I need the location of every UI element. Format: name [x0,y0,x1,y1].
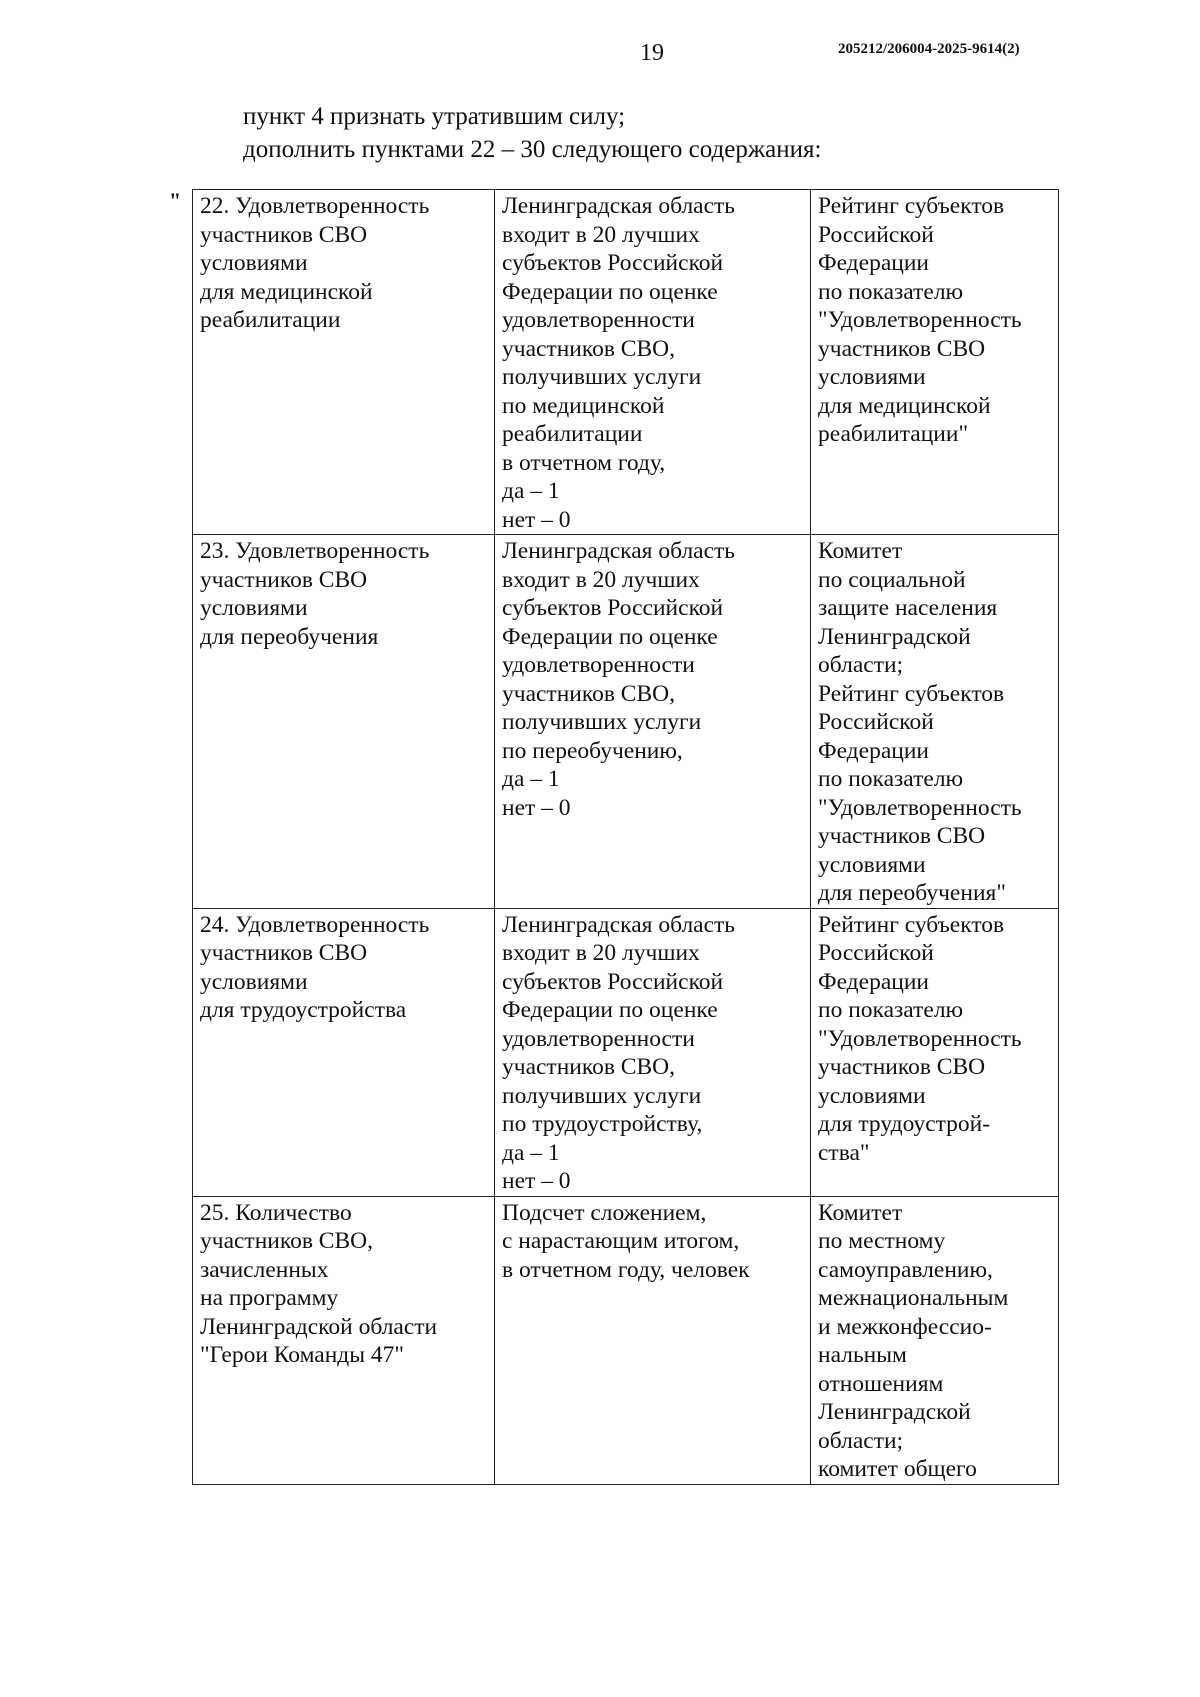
cell-line: Федерации по оценке [502,278,718,305]
cell-line: Российской [818,709,934,735]
cell-line: 23. Удовлетворенность [200,538,430,564]
cell-line: на программу [200,1285,339,1311]
cell-line: нет – 0 [502,506,571,533]
intro-line: дополнить пунктами 22 – 30 следующего содержания: [243,136,822,163]
cell-line: Ленинградской [818,623,971,650]
cell-line: по социальной [818,566,966,593]
cell-line: реабилитации [200,307,341,333]
cell-line: нет – 0 [502,1168,571,1194]
cell-line: входит в 20 лучших [502,221,700,248]
cell-line: удовлетворенности [502,1025,695,1052]
cell-line: по медицинской [502,392,665,419]
cell-line: условиями [200,250,308,276]
cell-line: Федерации по оценке [502,997,718,1023]
cell-line: Комитет [818,538,903,564]
cell-line: участников СВО [200,566,368,593]
cell-line: Федерации [818,737,929,764]
cell-line: "Удовлетворенность [818,794,1022,821]
cell-line: реабилитации" [818,421,969,447]
cell-line: в отчетном году, [502,449,666,476]
cell-line: участников СВО, [200,1228,373,1254]
table-cell-source [811,190,1059,535]
cell-line: 22. Удовлетворенность [200,193,430,219]
cell-line: участников СВО, [502,1054,675,1080]
cell-line: "Герои Команды 47" [200,1342,405,1368]
cell-line: для переобучения [200,623,379,650]
cell-line: "Удовлетворенность [818,1025,1022,1052]
cell-line: отношениям [818,1370,944,1397]
cell-line: для медицинской [818,392,991,419]
table-row [193,1196,1059,1484]
table-row [193,190,1059,535]
cell-line: нальным [818,1342,907,1368]
table-row [193,535,1059,909]
cell-line: получивших услуги [502,1082,702,1109]
cell-line: участников СВО, [502,680,675,707]
table-cell-indicator [193,190,495,535]
cell-line: Российской [818,940,934,966]
cell-line: Комитет [818,1199,903,1226]
cell-line: условиями [200,595,308,621]
cell-line: 24. Удовлетворенность [200,911,430,938]
cell-line: Рейтинг субъектов [818,680,1005,707]
cell-line: Ленинградской [818,1399,971,1425]
cell-line: области; [818,652,904,678]
cell-line: Ленинградской области [200,1313,438,1340]
cell-line: по переобучению, [502,737,683,764]
cell-line: да – 1 [502,766,560,792]
cell-line: да – 1 [502,1139,560,1166]
cell-line: межнациональным [818,1285,1009,1311]
cell-line: удовлетворенности [502,307,695,333]
cell-line: по показателю [818,278,964,305]
cell-line: защите населения [818,595,998,621]
cell-line: по показателю [818,997,964,1023]
cell-line: входит в 20 лучших [502,566,700,593]
table-cell-indicator [193,535,495,909]
cell-line: Федерации по оценке [502,623,718,650]
cell-line: да – 1 [502,478,560,504]
cell-line: получивших услуги [502,709,702,735]
table-cell-indicator [193,1196,495,1484]
cell-line: ства" [818,1139,870,1166]
cell-line: входит в 20 лучших [502,940,700,966]
cell-line: участников СВО [200,221,368,248]
cell-line: Рейтинг субъектов [818,911,1005,938]
cell-line: субъектов Российской [502,250,724,276]
intro-line: пункт 4 признать утратившим силу; [243,103,626,130]
cell-line: в отчетном году, человек [502,1256,750,1283]
cell-line: Ленинградская область [502,911,736,938]
cell-line: удовлетворенности [502,652,695,678]
cell-line: по показателю [818,766,964,792]
opening-quote-mark: " [169,188,182,213]
cell-line: Федерации [818,250,929,276]
cell-line: Федерации [818,968,929,995]
cell-line: Рейтинг субъектов [818,193,1005,219]
table-cell-source [811,535,1059,909]
cell-line: получивших услуги [502,364,702,390]
cell-line: условиями [818,1082,926,1109]
cell-line: по трудоустройству, [502,1111,703,1137]
table-cell-indicator [193,908,495,1196]
cell-line: субъектов Российской [502,595,724,621]
cell-line: участников СВО [200,940,368,966]
table-cell-method [495,190,811,535]
cell-line: для трудоустройства [200,997,407,1023]
cell-line: для трудоустрой- [818,1111,991,1137]
table-cell-method [495,535,811,909]
intro-text [243,100,821,166]
cell-line: с нарастающим итогом, [502,1228,740,1254]
table-row [193,908,1059,1196]
cell-line: 25. Количество [200,1199,352,1226]
cell-line: участников СВО, [502,335,675,362]
cell-line: для переобучения" [818,880,1006,906]
cell-line: нет – 0 [502,794,571,821]
cell-line: участников СВО [818,823,986,849]
cell-line: условиями [818,851,926,878]
cell-line: "Удовлетворенность [818,307,1022,333]
cell-line: зачисленных [200,1256,329,1283]
page-number: 19 [640,40,664,66]
cell-line: и межконфессио- [818,1313,992,1340]
cell-line: по местному [818,1228,946,1254]
cell-line: Подсчет сложением, [502,1199,707,1226]
cell-line: реабилитации [502,421,643,447]
cell-line: области; [818,1427,904,1454]
cell-line: условиями [200,968,308,995]
document-id: 205212/206004-2025-9614(2) [838,41,1020,57]
indicators-table [192,189,1059,1485]
cell-line: участников СВО [818,335,986,362]
cell-line: участников СВО [818,1054,986,1080]
table-cell-source [811,1196,1059,1484]
table-cell-method [495,1196,811,1484]
cell-line: самоуправлению, [818,1256,993,1283]
cell-line: для медицинской [200,278,373,305]
cell-line: Российской [818,221,934,248]
cell-line: условиями [818,364,926,390]
cell-line: Ленинградская область [502,538,736,564]
table-cell-source [811,908,1059,1196]
table-cell-method [495,908,811,1196]
cell-line: Ленинградская область [502,193,736,219]
cell-line: комитет общего [818,1456,977,1482]
cell-line: субъектов Российской [502,968,724,995]
